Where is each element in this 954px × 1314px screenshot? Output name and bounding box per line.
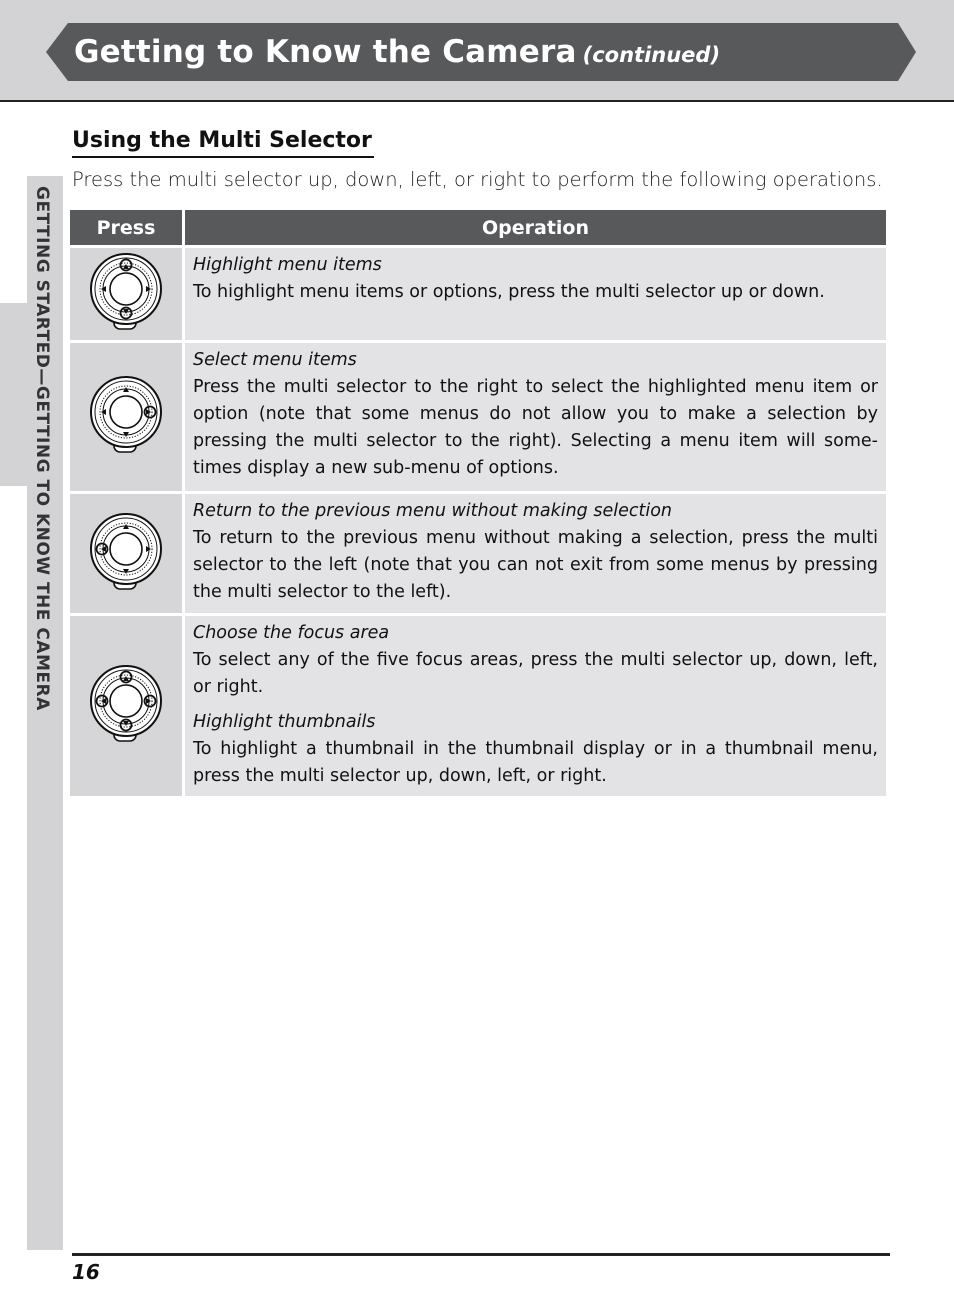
table-row [70, 248, 886, 340]
operation-description: To return to the previous menu without making a selection, press the multi selector to the left (note that you can not exit from some menus by pressing the multi selector to the left). [193, 528, 878, 602]
operations-table [67, 207, 889, 799]
operation-cell [185, 343, 886, 491]
operation-title: Select menu items [193, 350, 357, 370]
side-chapter-label: GETTING STARTED—GETTING TO KNOW THE CAMERA [32, 186, 52, 711]
table-row [70, 343, 886, 491]
page-title [74, 30, 720, 74]
multi-selector-right-icon [86, 372, 166, 458]
table-row [70, 616, 886, 796]
page-title-text: Getting to Know the Camera [74, 34, 577, 70]
page-title-continued: (continued) [582, 43, 721, 67]
press-cell [70, 248, 182, 340]
multi-selector-left-icon [86, 509, 166, 595]
operation-description-secondary: To highlight a thumbnail in the thumbnail display or in a thumbnail menu, press the multi selector up, down, left, or right. [193, 739, 878, 786]
operation-description: To highlight menu items or options, press the multi selector up or down. [193, 282, 825, 302]
column-header-press: Press [70, 210, 182, 245]
press-cell [70, 494, 182, 613]
press-cell [70, 343, 182, 491]
operation-title: Highlight menu items [193, 255, 382, 275]
operation-description: To select any of the five focus areas, press the multi selector up, down, left, or right. [193, 650, 878, 697]
press-cell [70, 616, 182, 796]
multi-selector-up-down-icon [86, 249, 166, 335]
table-row [70, 494, 886, 613]
side-tab-marker [0, 303, 27, 486]
operation-title: Choose the focus area [193, 623, 390, 643]
operation-cell [185, 248, 886, 340]
section-title: Using the Multi Selector [72, 128, 374, 158]
operation-description: Press the multi selector to the right to select the highlighted menu item or option (note that some menus do not allow you to make a selection by pressing the multi selector to the right). Selecting a menu item will some-times display a new sub-menu of options. [193, 377, 878, 478]
column-header-operation: Operation [185, 210, 886, 245]
page-number: 16 [72, 1260, 100, 1284]
multi-selector-all-directions-icon [86, 661, 166, 747]
section-intro: Press the multi selector up, down, left, or right to perform the following operations. [72, 168, 883, 191]
operation-cell [185, 494, 886, 613]
header-rule [0, 100, 954, 102]
operation-cell [185, 616, 886, 796]
footer-rule [72, 1253, 890, 1256]
operation-title: Return to the previous menu without making selection [193, 501, 673, 521]
operation-title-secondary: Highlight thumbnails [193, 712, 376, 732]
